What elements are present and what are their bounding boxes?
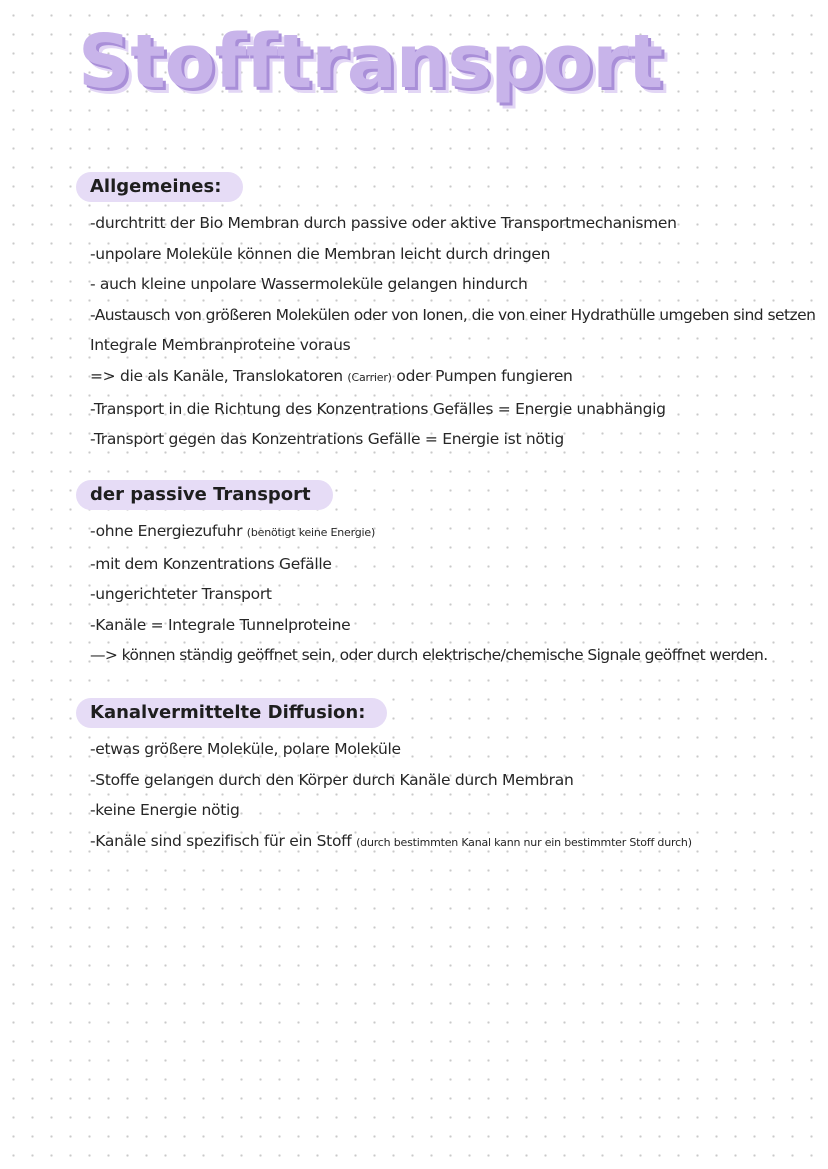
- note-line: -Transport in die Richtung des Konzentrations Gefälles = Energie unabhängig: [90, 399, 666, 418]
- section-lines: [76, 734, 806, 858]
- note-line: [90, 361, 806, 394]
- note-text: => die als Kanäle, Translokatoren: [90, 366, 343, 385]
- note-line: -Transport gegen das Konzentrations Gefälle = Energie ist nötig: [90, 430, 564, 449]
- note-text: oder Pumpen fungieren: [396, 366, 573, 385]
- note-line: [90, 826, 806, 859]
- note-line: -Stoffe gelangen durch den Körper durch Kanäle durch Membran: [90, 770, 574, 789]
- note-text: -ohne Energiezufuhr: [90, 522, 243, 540]
- note-line: -durchtritt der Bio Membran durch passive oder aktive Transportmechanismen: [90, 214, 677, 232]
- section-allgemeines: [76, 172, 816, 455]
- section-heading: der passive Transport: [76, 480, 333, 510]
- note-text: -Kanäle sind spezifisch für ein Stoff: [90, 831, 352, 850]
- section-passive-transport: [76, 480, 806, 671]
- note-line: -Austausch von größeren Molekülen oder von Ionen, die von einer Hydrathülle umgeben sind setzen: [90, 305, 816, 324]
- note-line: -ungerichteter Transport: [90, 585, 272, 604]
- note-aside: (benötigt keine Energie): [246, 526, 376, 539]
- note-line: Integrale Membranproteine voraus: [90, 336, 351, 355]
- section-kanalvermittelte-diffusion: [76, 698, 806, 858]
- note-line: —> können ständig geöffnet sein, oder durch elektrische/chemische Signale geöffnet werden.: [90, 646, 768, 665]
- section-lines: [76, 208, 816, 455]
- note-line: -keine Energie nötig: [90, 801, 240, 820]
- note-line: -unpolare Moleküle können die Membran leicht durch dringen: [90, 244, 551, 263]
- note-aside: (Carrier): [347, 370, 392, 384]
- note-line: -Kanäle = Integrale Tunnelproteine: [90, 615, 351, 634]
- section-heading: Kanalvermittelte Diffusion:: [76, 698, 387, 728]
- note-line: -etwas größere Moleküle, polare Moleküle: [90, 740, 401, 758]
- page-title: Stofftransport: [78, 19, 663, 105]
- note-line: [90, 516, 806, 549]
- section-lines: [76, 516, 806, 671]
- section-heading: Allgemeines:: [76, 172, 243, 202]
- note-line: -mit dem Konzentrations Gefälle: [90, 554, 332, 573]
- note-aside: (durch bestimmten Kanal kann nur ein bestimmter Stoff durch): [356, 835, 692, 849]
- note-line: - auch kleine unpolare Wassermoleküle gelangen hindurch: [90, 275, 528, 294]
